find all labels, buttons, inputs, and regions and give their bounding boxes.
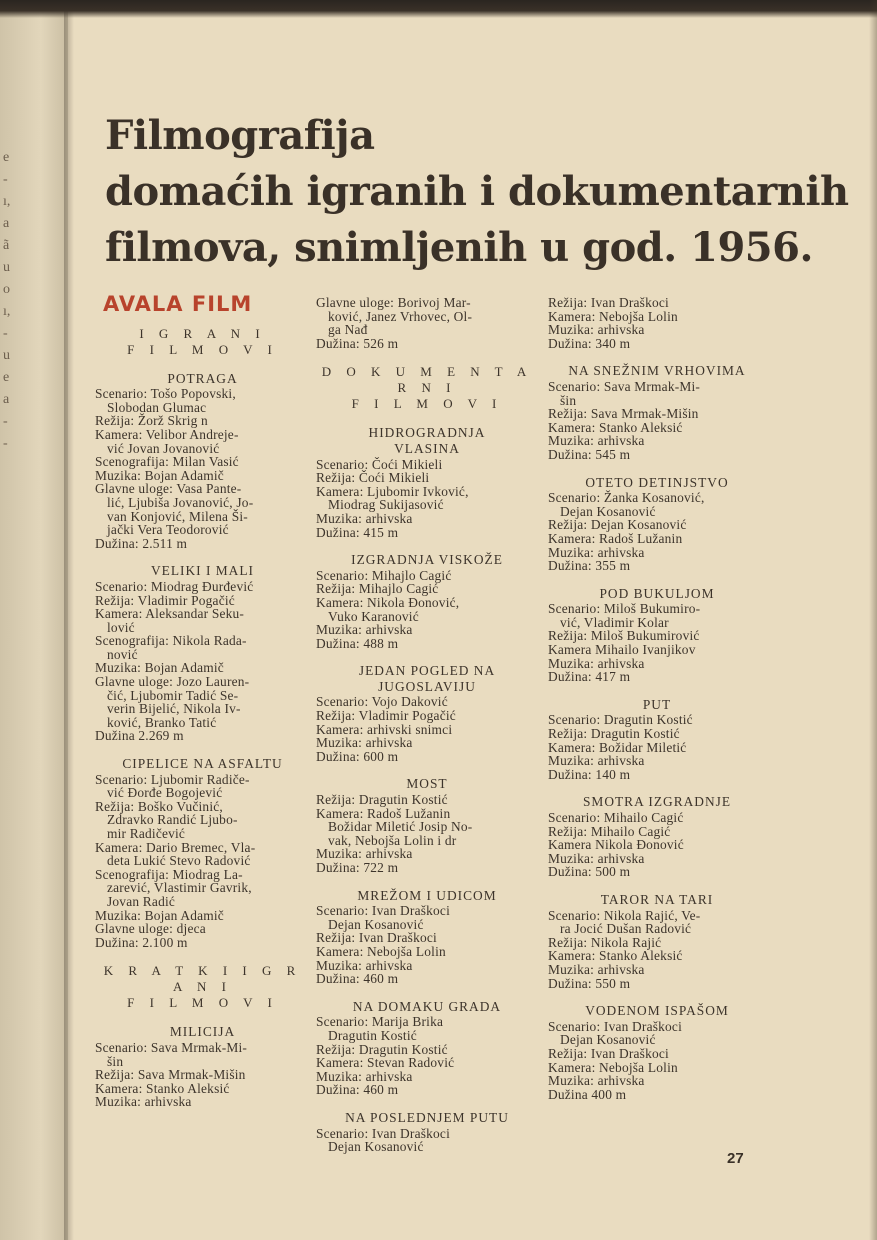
film-entry [95,564,310,743]
credit-line: Kamera: Stevan Radović [316,1055,455,1071]
credit-line: Dužina: 550 m [548,975,631,991]
film-title: MREŽOM I UDICOM [357,887,497,903]
credit-line: Dužina: 500 m [548,864,631,880]
credit-line: Scenografija: Nikola Rada- [95,633,247,649]
film-entry [548,476,766,573]
credit-line: Scenario: Ivan Draškoci [316,1125,450,1141]
credit-line: Dužina: 722 m [316,860,399,875]
credit-line: Muzika: arhivska [316,1068,413,1084]
credit-line: Režija: Dragutin Kostić [548,726,680,742]
film-title: PUT [642,696,672,712]
credit-line: Scenario: Ivan Draškoci [548,1018,682,1034]
credit-line: Scenario: Sava Mrmak-Mi- [548,378,701,394]
credit-line: Muzika: Bojan Adamič [95,660,224,676]
credit-line: Kamera: Ljubomir Ivković, [316,483,469,499]
credit-line: Scenario: Mihajlo Cagić [316,567,452,583]
credit-line: Miodrag Sukijasović [328,497,444,513]
credit-line: verin Bijelić, Nikola Iv- [107,701,241,717]
credit-line: Glavne uloge: Vasa Pante- [95,481,242,497]
film-entry [95,372,310,551]
title-line: domaćih igranih i dokumentarnih [105,168,849,215]
credit-line: Kamera: Stanko Aleksić [548,419,683,435]
credit-line: ković, Branko Tatić [107,714,217,730]
credit-line: Kamera Mihailo Ivanjikov [548,642,696,658]
film-entry [548,698,766,782]
credit-line: Dužina 400 m [548,1086,627,1102]
film-title: TAROR NA TARI [600,891,714,907]
credit-line: Muzika: arhivska [316,957,413,973]
section-heading-line: D O K U M E N T A R N I [321,364,533,396]
credit-line: Vuko Karanović [328,608,419,624]
film-entry [316,296,538,350]
credit-line: Muzika: arhivska [548,433,645,449]
credit-line: Režija: Mihailo Cagić [548,823,671,839]
credit-line: Dejan Kosanović [328,1139,424,1155]
credit-line: Režija: Vladimir Pogačić [95,592,235,608]
credit-line: Glavne uloge: Borivoj Mar- [316,295,471,310]
left-page-edge [0,0,68,1240]
credit-line: Scenario: Tošo Popovski, [95,386,236,402]
bleed-letter: - [3,326,8,341]
credit-line: Režija: Vladimir Pogačić [316,708,456,724]
credit-line: Kamera: Nebojša Lolin [548,1059,678,1075]
film-entry [316,426,538,539]
credit-line: Scenario: Sava Mrmak-Mi- [95,1039,248,1055]
film-title: IZGRADNJA VISKOŽE [351,552,503,568]
credit-line: Scenografija: Milan Vasić [95,454,239,470]
column-2 [316,296,538,1154]
credit-line: Dužina: 340 m [548,335,631,351]
bleed-letter: e [3,150,10,165]
credit-line: Kamera: Stanko Aleksić [95,1080,230,1096]
credit-line: Kamera: Aleksandar Seku- [95,606,245,622]
binding-shadow [64,0,74,1240]
credit-line: Režija: Dragutin Kostić [316,1041,448,1057]
credit-line: Dužina: 460 m [316,971,399,987]
credit-line: Kamera: Nikola Đonović, [316,594,460,610]
credit-line: Kamera: Božidar Miletić [548,739,687,755]
credit-line: mir Radičević [107,826,186,841]
film-entry [316,1111,538,1154]
credit-line: Jovan Radić [107,893,176,909]
credit-line: Muzika: arhivska [548,961,645,977]
film-title-line2: JUGOSLAVIJU [378,678,476,694]
credit-line: šin [560,392,577,408]
bleed-letter: - [3,436,8,451]
credit-line: Muzika: arhivska [316,510,413,526]
credit-line: Kamera: Radoš Lužanin [316,805,451,821]
film-title: VELIKI I MALI [151,563,254,579]
studio-heading: AVALA FILM [103,292,253,316]
credit-line: jački Vera Teodorović [107,522,229,538]
film-entry [548,587,766,684]
credit-line: Scenario: Miodrag Đurđević [95,578,254,594]
film-title: VODENOM ISPAŠOM [585,1003,729,1019]
film-entry [316,889,538,986]
credit-line: lović [107,619,135,635]
credit-line: Muzika: arhivska [548,850,645,866]
film-title: JEDAN POGLED NA [358,663,496,679]
bleed-letter: ã [3,238,10,253]
credit-line: Dužina 2.269 m [95,728,184,744]
credit-line: Dejan Kosanović [328,916,424,932]
page-number: 27 [727,1150,744,1167]
credit-line: Muzika: arhivska [316,846,413,862]
film-entry [316,553,538,650]
section-heading-line: I G R A N I [139,325,266,341]
bleed-letter: e [3,370,10,385]
credit-line: Muzika: arhivska [548,655,645,671]
film-entry [548,296,766,350]
film-title: HIDROGRADNJA [368,425,486,441]
credit-line: Glavne uloge: Jozo Lauren- [95,674,250,690]
credit-line: Kamera: Nebojša Lolin [316,943,446,959]
credit-line: Scenario: Nikola Rajić, Ve- [548,907,701,923]
right-page-edge [869,0,877,1240]
credit-line: Scenario: Mihailo Cagić [548,810,684,825]
column-3 [548,296,766,1101]
credit-line: Režija: Sava Mrmak-Mišin [95,1067,246,1083]
credit-line: Muzika: arhivska [548,1073,645,1089]
credit-line: Scenario: Ivan Draškoci [316,903,450,919]
credit-line: Scenografija: Miodrag La- [95,866,243,882]
credit-line: lić, Ljubiša Jovanović, Jo- [107,494,254,510]
credit-line: vić, Vladimir Kolar [560,614,669,630]
film-title: NA POSLEDNJEM PUTU [345,1109,509,1125]
credit-line: vić Đorđe Bogojević [107,785,223,801]
credit-line: Muzika: Bojan Adamič [95,467,224,483]
film-entry [548,364,766,461]
film-title: MOST [406,776,448,792]
credit-line: Muzika: arhivska [316,735,413,751]
credit-line: Božidar Miletić Josip No- [328,819,473,835]
credit-line: Kamera: Stanko Aleksić [548,948,683,964]
credit-line: Režija: Miloš Bukumirović [548,628,700,644]
bleed-letter: u [3,260,10,275]
section-heading-line: K R A T K I I G R A N I [103,963,302,995]
section-heading [95,326,310,358]
section-heading-line: F I L M O V I [351,396,503,412]
film-entry [548,795,766,879]
credit-line: Kamera Nikola Đonović [548,837,684,853]
section-heading [316,364,538,412]
credit-line: ra Jocić Dušan Radović [560,921,692,937]
top-dark-strip [0,0,877,18]
section-heading [95,963,310,1011]
credit-line: deta Lukić Stevo Radović [107,853,251,869]
credit-line: Kamera: arhivski snimci [316,721,453,737]
film-title: CIPELICE NA ASFALTU [122,756,283,772]
film-title: NA SNEŽNIM VRHOVIMA [568,363,746,379]
credit-line: Muzika: arhivska [548,322,645,338]
credit-line: Režija: Čoći Mikieli [316,470,430,486]
bleed-letter: a [3,392,10,407]
credit-line: Dužina: 415 m [316,524,399,540]
bleed-letter: o [3,282,10,297]
credit-line: Glavne uloge: djeca [95,921,206,937]
page-title [105,108,849,276]
credit-line: Dužina: 545 m [548,446,631,462]
credit-line: Scenario: Miloš Bukumiro- [548,601,701,617]
credit-line: Dužina: 417 m [548,669,631,685]
credit-line: Scenario: Žanka Kosanović, [548,490,705,506]
credit-line: Dužina: 600 m [316,748,399,764]
credit-line: Režija: Dragutin Kostić [316,792,448,808]
film-entry [316,1000,538,1097]
credit-line: ković, Janez Vrhovec, Ol- [328,308,473,324]
credit-line: Dragutin Kostić [328,1027,417,1043]
film-title: POTRAGA [167,370,238,386]
credit-line: Kamera: Velibor Andreje- [95,426,239,442]
section-heading-line: F I L M O V I [127,341,278,357]
credit-line: Scenario: Marija Brika [316,1014,444,1030]
film-title: NA DOMAKU GRADA [352,998,502,1014]
credit-line: Scenario: Dragutin Kostić [548,712,693,728]
credit-line: Režija: Sava Mrmak-Mišin [548,406,699,422]
credit-line: Dužina: 488 m [316,635,399,651]
film-entry [316,777,538,874]
credit-line: Dužina: 355 m [548,558,631,574]
credit-line: Scenario: Ljubomir Radiče- [95,771,250,787]
credit-line: Režija: Ivan Draškoci [548,295,669,310]
title-line: filmova, snimljenih u god. 1956. [105,224,813,271]
credit-line: vić Jovan Jovanović [107,440,220,456]
credit-line: Režija: Dejan Kosanović [548,517,687,533]
bleed-letter: a [3,216,10,231]
credit-line: šin [107,1053,124,1069]
credit-line: Muzika: arhivska [548,544,645,560]
credit-line: Režija: Nikola Rajić [548,934,662,950]
credit-line: Dejan Kosanović [560,1032,656,1048]
film-entry [95,1025,310,1109]
credit-line: vak, Nebojša Lolin i dr [328,832,457,848]
credit-line: Scenario: Čoći Mikieli [316,456,443,472]
credit-line: van Konjović, Milena Ši- [107,508,248,524]
credit-line: Dužina: 2.100 m [95,934,188,950]
film-entry [548,1004,766,1101]
credit-line: Dužina: 460 m [316,1082,399,1098]
bleed-letter: - [3,414,8,429]
credit-line: Muzika: arhivska [548,753,645,769]
credit-line: Dužina: 2.511 m [95,535,188,551]
credit-line: nović [107,646,138,662]
credit-line: Slobodan Glumac [107,399,207,415]
credit-line: Kamera: Radoš Lužanin [548,530,683,546]
credit-line: Dužina: 140 m [548,766,631,782]
credit-line: Muzika: arhivska [95,1094,192,1110]
credit-line: Dužina: 526 m [316,335,399,351]
film-entry [316,664,538,763]
bleed-letter: ı, [3,194,11,209]
credit-line: Režija: Ivan Draškoci [316,930,437,946]
credit-line: Dejan Kosanović [560,503,656,519]
film-title: OTETO DETINJSTVO [585,474,729,490]
film-title: MILICIJA [169,1024,236,1040]
bleed-letter: ı, [3,304,11,319]
credit-line: Scenario: Vojo Daković [316,694,448,710]
section-heading-line: F I L M O V I [127,995,278,1011]
credit-line: Režija: Boško Vučinić, [95,798,223,814]
credit-line: zarević, Vlastimir Gavrik, [107,880,252,896]
film-title-line2: VLASINA [394,440,460,456]
film-title: SMOTRA IZGRADNJE [582,794,732,810]
title-line: Filmografija [105,112,375,159]
bleed-letter: - [3,172,8,187]
film-entry [548,893,766,990]
credit-line: Režija: Ivan Draškoci [548,1045,669,1061]
credit-line: čić, Ljubomir Tadić Se- [107,687,239,703]
credit-line: Kamera: Nebojša Lolin [548,308,678,324]
credit-line: Režija: Mihajlo Cagić [316,581,439,597]
credit-line: Kamera: Dario Bremec, Vla- [95,839,256,855]
film-title: POD BUKULJOM [599,585,715,601]
credit-line: Režija: Žorž Skrig n [95,413,208,429]
credit-line: Muzika: Bojan Adamič [95,907,224,923]
credit-line: Muzika: arhivska [316,622,413,638]
credit-line: ga Nađ [328,322,368,338]
column-1 [95,292,310,1110]
bleed-letter: u [3,348,10,363]
credit-line: Zdravko Randić Ljubo- [107,812,238,828]
film-entry [95,757,310,949]
